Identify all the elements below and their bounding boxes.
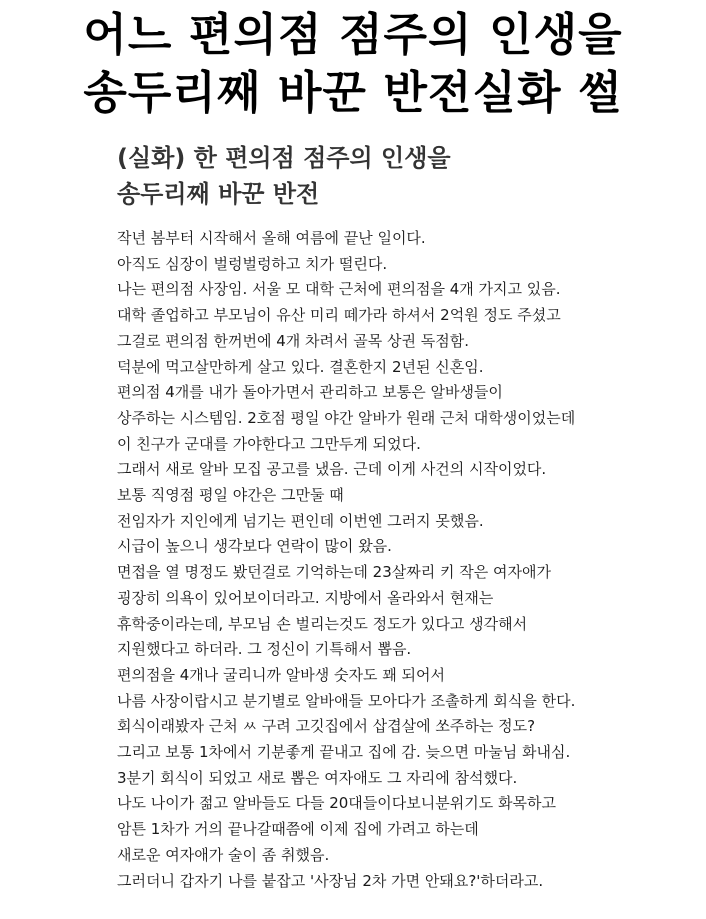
headline-line-2: 송두리째 바꾼 반전실화 썰 — [83, 66, 623, 119]
body-line: 이 친구가 군대를 가야한다고 그만두게 되었다. — [117, 434, 421, 453]
body-line: 편의점 4개를 내가 돌아가면서 관리하고 보통은 알바생들이 — [117, 383, 503, 402]
body-line: 그래서 새로 알바 모집 공고를 냈음. 근데 이게 사건의 시작이었다. — [117, 460, 547, 479]
body-line: 작년 봄부터 시작해서 올해 여름에 끝난 일이다. — [117, 229, 426, 247]
body-line: 지원했다고 하더라. 그 정신이 기특해서 뽑음. — [117, 640, 412, 659]
body-line: 그걸로 편의점 한꺼번에 4개 차려서 골목 상권 독점함. — [117, 331, 469, 350]
subtitle-line-2: 송두리째 바꾼 반전 — [117, 180, 320, 208]
body-line: 시급이 높으니 생각보다 연락이 많이 왔음. — [117, 537, 392, 556]
body-line: 보통 직영점 평일 야간은 그만둘 때 — [117, 486, 344, 505]
body-line: 그러더니 갑자기 나를 붙잡고 '사장님 2차 가면 안돼요?'하더라고. — [117, 871, 544, 890]
body-line: 면접을 열 명정도 봤던걸로 기억하는데 23살짜리 키 작은 여자애가 — [117, 563, 551, 582]
body-line: 새로운 여자애가 술이 좀 취했음. — [117, 845, 330, 864]
body-line: 3분기 회식이 되었고 새로 뽑은 여자애도 그 자리에 참석했다. — [117, 768, 518, 787]
body-line: 휴학중이라는데, 부모님 손 벌리는것도 정도가 있다고 생각해서 — [117, 614, 528, 633]
body-line: 나름 사장이랍시고 분기별로 알바애들 모아다가 조촐하게 회식을 한다. — [117, 691, 576, 710]
body-line: 대학 졸업하고 부모님이 유산 미리 떼가라 하셔서 2억원 정도 주셨고 — [117, 306, 561, 325]
body-line: 나는 편의점 사장임. 서울 모 대학 근처에 편의점을 4개 가지고 있음. — [117, 280, 561, 299]
body-line: 아직도 심장이 벌렁벌렁하고 치가 떨린다. — [117, 254, 388, 273]
headline-line-1: 어느 편의점 점주의 인생을 — [83, 8, 623, 61]
subtitle — [117, 140, 451, 212]
body-line: 편의점을 4개나 굴리니까 알바생 숫자도 꽤 되어서 — [117, 665, 445, 684]
body-line: 상주하는 시스템임. 2호점 평일 야간 알바가 원래 근처 대학생이었는데 — [117, 408, 576, 427]
body-line: 전임자가 지인에게 넘기는 편인데 이번엔 그러지 못했음. — [117, 511, 484, 530]
subtitle-line-1: (실화) 한 편의점 점주의 인생을 — [117, 144, 451, 172]
body-line: 덕분에 먹고살만하게 살고 있다. 결혼한지 2년된 신혼임. — [117, 357, 484, 376]
body-line: 그리고 보통 1차에서 기분좋게 끝내고 집에 감. 늦으면 마눌님 화내심. — [117, 743, 571, 762]
body-line: 굉장히 의욕이 있어보이더라고. 지방에서 올라와서 현재는 — [117, 588, 494, 607]
headline — [0, 6, 706, 122]
body-line: 회식이래봤자 근처 ㅆ 구려 고깃집에서 삽겹살에 쏘주하는 정도? — [117, 717, 536, 736]
body-line: 암튼 1차가 거의 끝나갈때쯤에 이제 집에 가려고 하는데 — [117, 820, 479, 839]
body-line: 나도 나이가 젊고 알바들도 다들 20대들이다보니분위기도 화목하고 — [117, 794, 556, 813]
story-body — [117, 226, 702, 894]
